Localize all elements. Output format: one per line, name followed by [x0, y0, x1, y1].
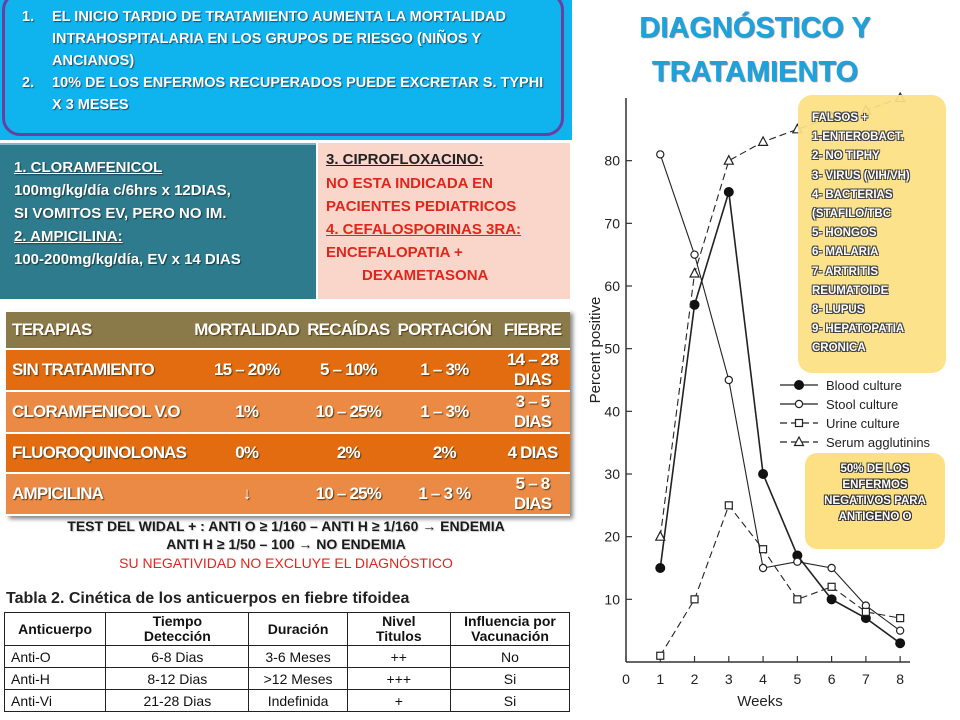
table-cell: Si	[450, 690, 569, 712]
table-row	[6, 474, 570, 514]
drug-note-line: PACIENTES PEDIATRICOS	[326, 198, 517, 215]
table-cell: 1 – 3 %	[394, 474, 496, 514]
table-cell: Anti-Vi	[5, 690, 106, 712]
widal-line-1: TEST DEL WIDAL + : ANTI O ≥ 1/160 – ANTI H ≥ 1/160 → ENDEMIA	[67, 518, 505, 534]
drug-box-left	[0, 143, 316, 299]
column-header: RECAÍDAS	[303, 312, 393, 348]
top-note-list	[14, 6, 554, 116]
table-cell: +++	[347, 668, 450, 690]
column-header: Duración	[249, 613, 347, 646]
table-cell: Anti-H	[5, 668, 106, 690]
false-positive-item: 1-ENTEROBACT.	[812, 131, 905, 144]
data-point	[725, 502, 732, 509]
data-point	[759, 137, 768, 146]
table-cell: >12 Meses	[249, 668, 347, 690]
table-cell: +	[347, 690, 450, 712]
table-cell: 21-28 Dias	[106, 690, 249, 712]
drug-heading-text: 3. CIPROFLOXACINO:	[326, 151, 484, 168]
false-positives-box	[798, 95, 946, 373]
data-point	[691, 596, 698, 603]
y-tick-label: 70	[604, 215, 620, 232]
table-cell: FLUOROQUINOLONAS	[6, 434, 190, 472]
table-header-row	[6, 312, 570, 348]
x-tick-label: 8	[896, 671, 905, 687]
false-positive-item: FALSOS +	[812, 112, 868, 124]
y-tick-label: 50	[604, 340, 620, 357]
item-number: 1.	[22, 9, 35, 25]
top-note-item	[14, 72, 554, 116]
table-row	[6, 434, 570, 472]
drug-route-line: SI VOMITOS EV, PERO NO IM.	[14, 205, 227, 222]
table-cell: 10 – 25%	[303, 474, 393, 514]
item-text: 10% DE LOS ENFERMOS RECUPERADOS PUEDE EXCRETAR S. TYPHI X 3 MESES	[52, 75, 544, 113]
data-point	[897, 615, 904, 622]
data-point	[760, 546, 767, 553]
table-cell: SIN TRATAMIENTO	[6, 350, 190, 390]
drug-heading-ampicilina: 2. AMPICILINA:	[14, 228, 123, 245]
x-tick-label: 1	[656, 671, 665, 687]
x-tick-label: 5	[793, 671, 802, 687]
drug-heading-cloramfenicol: 1. CLORAMFENICOL	[14, 159, 163, 176]
data-point	[862, 608, 869, 615]
drug-note-line: NO ESTA INDICADA EN	[326, 175, 493, 192]
table-row	[5, 668, 570, 690]
negative-note-text: 50% DE LOS ENFERMOS NEGATIVOS PARA ANTIGENO O	[824, 463, 926, 523]
table-row	[6, 392, 570, 432]
data-point	[759, 470, 768, 479]
table-row	[5, 646, 570, 668]
data-point	[657, 652, 664, 659]
data-point	[690, 268, 699, 277]
column-header: Nivel Titulos	[347, 613, 450, 646]
drug-dose-line: 100mg/kg/día c/6hrs x 12DIAS,	[14, 182, 231, 199]
data-point	[828, 564, 835, 571]
drug-box-right	[318, 143, 570, 299]
table-cell: 2%	[303, 434, 393, 472]
legend-label: Serum agglutinins	[826, 435, 931, 450]
table-cell: 10 – 25%	[303, 392, 393, 432]
y-tick-label: 60	[604, 278, 620, 294]
false-positive-item: 2- NO TIPHY	[812, 150, 880, 163]
table-cell: CLORAMFENICOL V.O	[6, 392, 190, 432]
data-point	[657, 151, 664, 158]
y-tick-label: 30	[604, 466, 620, 482]
table-cell: 6-8 Dias	[106, 646, 249, 668]
table-cell: Anti-O	[5, 646, 106, 668]
false-positive-item: (STAFILO/TBC	[812, 208, 891, 220]
false-positive-item: REUMATOIDE	[812, 284, 889, 297]
table-cell: Indefinida	[249, 690, 347, 712]
data-point	[656, 532, 665, 541]
table-cell: 1 – 3%	[394, 350, 496, 390]
drug-note-line: DEXAMETASONA	[362, 267, 489, 284]
table-cell: Si	[450, 668, 569, 690]
title-line-2: TRATAMIENTO	[651, 56, 859, 88]
data-point	[794, 558, 801, 565]
column-header: FIEBRE	[495, 312, 570, 348]
column-header: Influencia por Vacunación	[450, 613, 569, 646]
false-positive-item: 7- ARTRITIS	[812, 265, 879, 278]
top-note-box	[0, 0, 572, 140]
antibody-table-title: Tabla 2. Cinética de los anticuerpos en fiebre tifoidea	[6, 590, 410, 607]
column-header: PORTACIÓN	[394, 312, 496, 348]
data-point	[691, 251, 698, 258]
negative-note-box	[805, 453, 945, 549]
legend-label: Urine culture	[826, 416, 900, 431]
table-cell: 5 – 8 DIAS	[495, 474, 570, 514]
table-cell: 4 DIAS	[495, 434, 570, 472]
top-note-item	[14, 6, 554, 72]
y-axis-label: Percent positive	[587, 296, 604, 404]
legend-marker	[795, 400, 802, 407]
table-cell: 1%	[190, 392, 303, 432]
table-cell: AMPICILINA	[6, 474, 190, 514]
legend-marker	[795, 437, 804, 446]
x-tick-label: 6	[827, 671, 836, 687]
x-axis-label: Weeks	[737, 693, 783, 710]
table-cell: 5 – 10%	[303, 350, 393, 390]
x-tick-label: 7	[861, 671, 870, 687]
false-positive-item: 4- BACTERIAS	[812, 188, 893, 201]
x-tick-label: 2	[690, 671, 699, 687]
table-cell: 3-6 Meses	[249, 646, 347, 668]
table-cell: 3 – 5 DIAS	[495, 392, 570, 432]
item-text: EL INICIO TARDIO DE TRATAMIENTO AUMENTA LA MORTALIDAD INTRAHOSPITALARIA EN LOS GRUPOS DE RIESGO (NIÑOS Y ANCIANOS)	[52, 9, 507, 69]
legend-label: Stool culture	[826, 397, 899, 412]
x-tick-label: 0	[622, 671, 630, 687]
table-row	[6, 350, 570, 390]
column-header: MORTALIDAD	[190, 312, 303, 348]
table-cell: ++	[347, 646, 450, 668]
y-tick-label: 10	[604, 591, 620, 608]
y-tick-label: 20	[604, 528, 620, 545]
widal-line-2: ANTI H ≥ 1/50 – 100 → NO ENDEMIA	[166, 536, 406, 552]
table-cell: 14 – 28 DIAS	[495, 350, 570, 390]
column-header: TERAPIAS	[6, 312, 190, 348]
table-cell: No	[450, 646, 569, 668]
x-tick-label: 4	[759, 671, 767, 687]
x-tick-label: 3	[724, 671, 733, 687]
data-point	[794, 596, 801, 603]
antibody-table	[4, 612, 570, 712]
drug-heading-cefalosporinas: 4. CEFALOSPORINAS 3RA:	[326, 221, 522, 238]
data-point	[759, 564, 766, 571]
table-cell: ↓	[190, 474, 303, 514]
table-row	[5, 690, 570, 712]
data-point	[897, 627, 904, 634]
table-cell: 0%	[190, 434, 303, 472]
false-positive-item: 8- LUPUS	[812, 304, 865, 316]
table-cell: 8-12 Dias	[106, 668, 249, 690]
false-positive-item: 5- HONGOS	[812, 227, 877, 240]
y-tick-label: 80	[604, 152, 620, 169]
table-cell: 2%	[394, 434, 496, 472]
legend-marker	[796, 420, 803, 427]
y-tick-label: 40	[604, 403, 620, 420]
data-point	[896, 639, 905, 648]
column-header: Anticuerpo	[5, 613, 106, 646]
chart-legend	[780, 378, 931, 450]
page-title	[600, 6, 910, 94]
drug-dose-line: 100-200mg/kg/día, EV x 14 DIAS	[14, 251, 241, 268]
data-point	[724, 156, 733, 165]
therapy-table	[6, 310, 570, 516]
widal-note: SU NEGATIVIDAD NO EXCLUYE EL DIAGNÓSTICO	[119, 555, 453, 571]
false-positive-item: 3- VIRUS (VIH/VH)	[812, 169, 910, 182]
table-cell: 15 – 20%	[190, 350, 303, 390]
drug-heading-ciprofloxacino	[326, 149, 484, 171]
false-positive-item: 9- HEPATOPATIA	[812, 323, 905, 336]
table-header-row	[5, 613, 570, 646]
data-point	[656, 564, 665, 573]
data-point	[828, 583, 835, 590]
data-point	[827, 595, 836, 604]
legend-marker	[795, 381, 804, 390]
table-cell: 1 – 3%	[394, 392, 496, 432]
item-number: 2.	[22, 75, 35, 91]
column-header: Tiempo Detección	[106, 613, 249, 646]
false-positive-item: 6- MALARIA	[812, 246, 879, 259]
data-point	[724, 188, 733, 197]
data-point	[725, 376, 732, 383]
drug-note-line: ENCEFALOPATIA +	[326, 244, 463, 261]
legend-label: Blood culture	[826, 378, 902, 393]
title-line-1: DIAGNÓSTICO Y	[639, 12, 871, 44]
false-positive-item: CRONICA	[812, 342, 866, 355]
